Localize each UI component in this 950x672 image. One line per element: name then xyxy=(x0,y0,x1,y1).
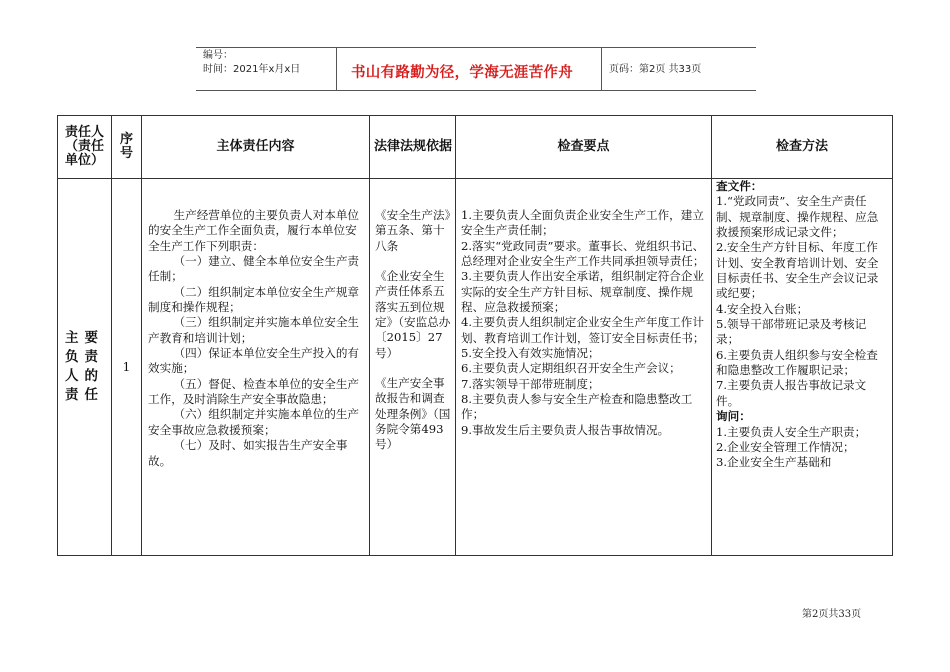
responsibility-table xyxy=(57,115,893,556)
method-title-docs: 查文件： xyxy=(716,179,763,193)
responsibility-clause: （七）及时、如实报告生产安全事故。 xyxy=(148,438,348,468)
header-bottom-border xyxy=(196,90,756,91)
check-point-item: 3.主要负责人作出安全承诺，组织制定符合企业实际的安全生产方针目标、规章制度、操作规程、应急救援预案； xyxy=(461,269,704,315)
method-cell xyxy=(712,179,893,556)
method-document-item: 6.主要负责人组织参与安全检查和隐患整改工作履职记录； xyxy=(716,347,878,378)
table-row xyxy=(58,179,893,556)
header-content: 主体责任内容 xyxy=(142,116,370,179)
document-number-label: 编号： xyxy=(203,50,233,61)
method-inquiry-item: 1.主要负责人安全生产职责； xyxy=(716,424,867,439)
responsibility-clause: （三）组织制定并实施本单位安全生产教育和培训计划； xyxy=(148,315,360,345)
check-point-item: 7.落实领导干部带班制度； xyxy=(461,376,600,391)
motto-banner: 书山有路勤为径，学海无涯苦作舟 xyxy=(351,65,573,81)
points-cell xyxy=(456,179,712,556)
header-responsible: 责任人（责任单位） xyxy=(58,116,112,179)
method-document-item: 1.“党政同责”、安全生产责任制、规章制度、操作规程、应急救援预案形成记录文件； xyxy=(716,194,879,240)
check-point-item: 2.落实“党政同责”要求。董事长、党组织书记、总经理对企业安全生产工作共同承担领导责任； xyxy=(461,238,705,269)
responsibility-clause: （四）保证本单位安全生产投入的有效实施； xyxy=(148,346,360,376)
method-document-item: 5.领导干部带班记录及考核记录； xyxy=(716,317,867,347)
check-point-item: 8.主要负责人参与安全生产检查和隐患整改工作； xyxy=(461,392,693,422)
responsibility-clause: （一）建立、健全本单位安全生产责任制； xyxy=(148,254,360,284)
header-method: 检查方法 xyxy=(712,116,893,179)
header-points: 检查要点 xyxy=(456,116,712,179)
method-document-item: 2.安全生产方针目标、年度工作计划、安全教育培训计划、安全目标责任书、安全生产会议记录或纪要； xyxy=(716,240,879,301)
check-point-item: 5.安全投入有效实施情况； xyxy=(461,346,600,361)
method-document-item: 7.主要负责人报告事故记录文件。 xyxy=(716,378,867,408)
check-point-item: 4.主要负责人组织制定企业安全生产年度工作计划、教育培训工作计划，签订安全目标责任书； xyxy=(461,315,705,345)
header-law: 法律法规依据 xyxy=(370,116,456,179)
responsibility-clause: （二）组织制定本单位安全生产规章制度和操作规程； xyxy=(148,284,360,315)
legal-basis-item: 《安全生产法》第五条、第十八条 xyxy=(375,208,451,253)
check-point-item: 1.主要负责人全面负责企业安全生产工作，建立安全生产责任制； xyxy=(461,208,704,238)
footer-page-number: 第2页共33页 xyxy=(802,609,862,620)
header-divider-left xyxy=(336,47,337,91)
method-inquiry-item: 3.企业安全生产基础和 xyxy=(716,455,832,470)
check-point-item: 6.主要负责人定期组织召开安全生产会议； xyxy=(461,361,681,376)
legal-basis-item: 《生产安全事故报告和调查处理条例》（国务院令第493号） xyxy=(375,376,451,452)
responsibility-clause: （六）组织制定并实施本单位的生产安全事故应急救援预案； xyxy=(148,407,360,437)
seq-cell: 1 xyxy=(112,179,142,556)
responsible-cell: 主要负责人的责任 xyxy=(58,179,112,556)
method-title-ask: 询问： xyxy=(716,409,751,424)
table-header-row xyxy=(58,116,893,179)
legal-basis-item: 《企业安全生产责任体系五落实五到位规定》（安监总办〔2015〕27号） xyxy=(375,269,451,360)
content-cell xyxy=(142,179,370,556)
document-time-label: 时间：2021年x月x日 xyxy=(203,64,301,75)
method-document-item: 4.安全投入台账； xyxy=(716,301,809,316)
check-point-item: 9.事故发生后主要负责人报告事故情况。 xyxy=(461,422,670,437)
law-cell xyxy=(370,179,456,556)
header-divider-right xyxy=(601,47,602,91)
header-top-border xyxy=(196,47,756,48)
header-seq: 序号 xyxy=(112,116,142,179)
responsibility-clause: （五）督促、检查本单位的安全生产工作，及时消除生产安全事故隐患； xyxy=(148,376,360,407)
method-inquiry-item: 2.企业安全管理工作情况； xyxy=(716,439,855,454)
responsibility-clause: 生产经营单位的主要负责人对本单位的安全生产工作全面负责，履行本单位安全生产工作下列职责： xyxy=(148,208,360,253)
page-indicator: 页码：第2页 共33页 xyxy=(609,64,702,75)
